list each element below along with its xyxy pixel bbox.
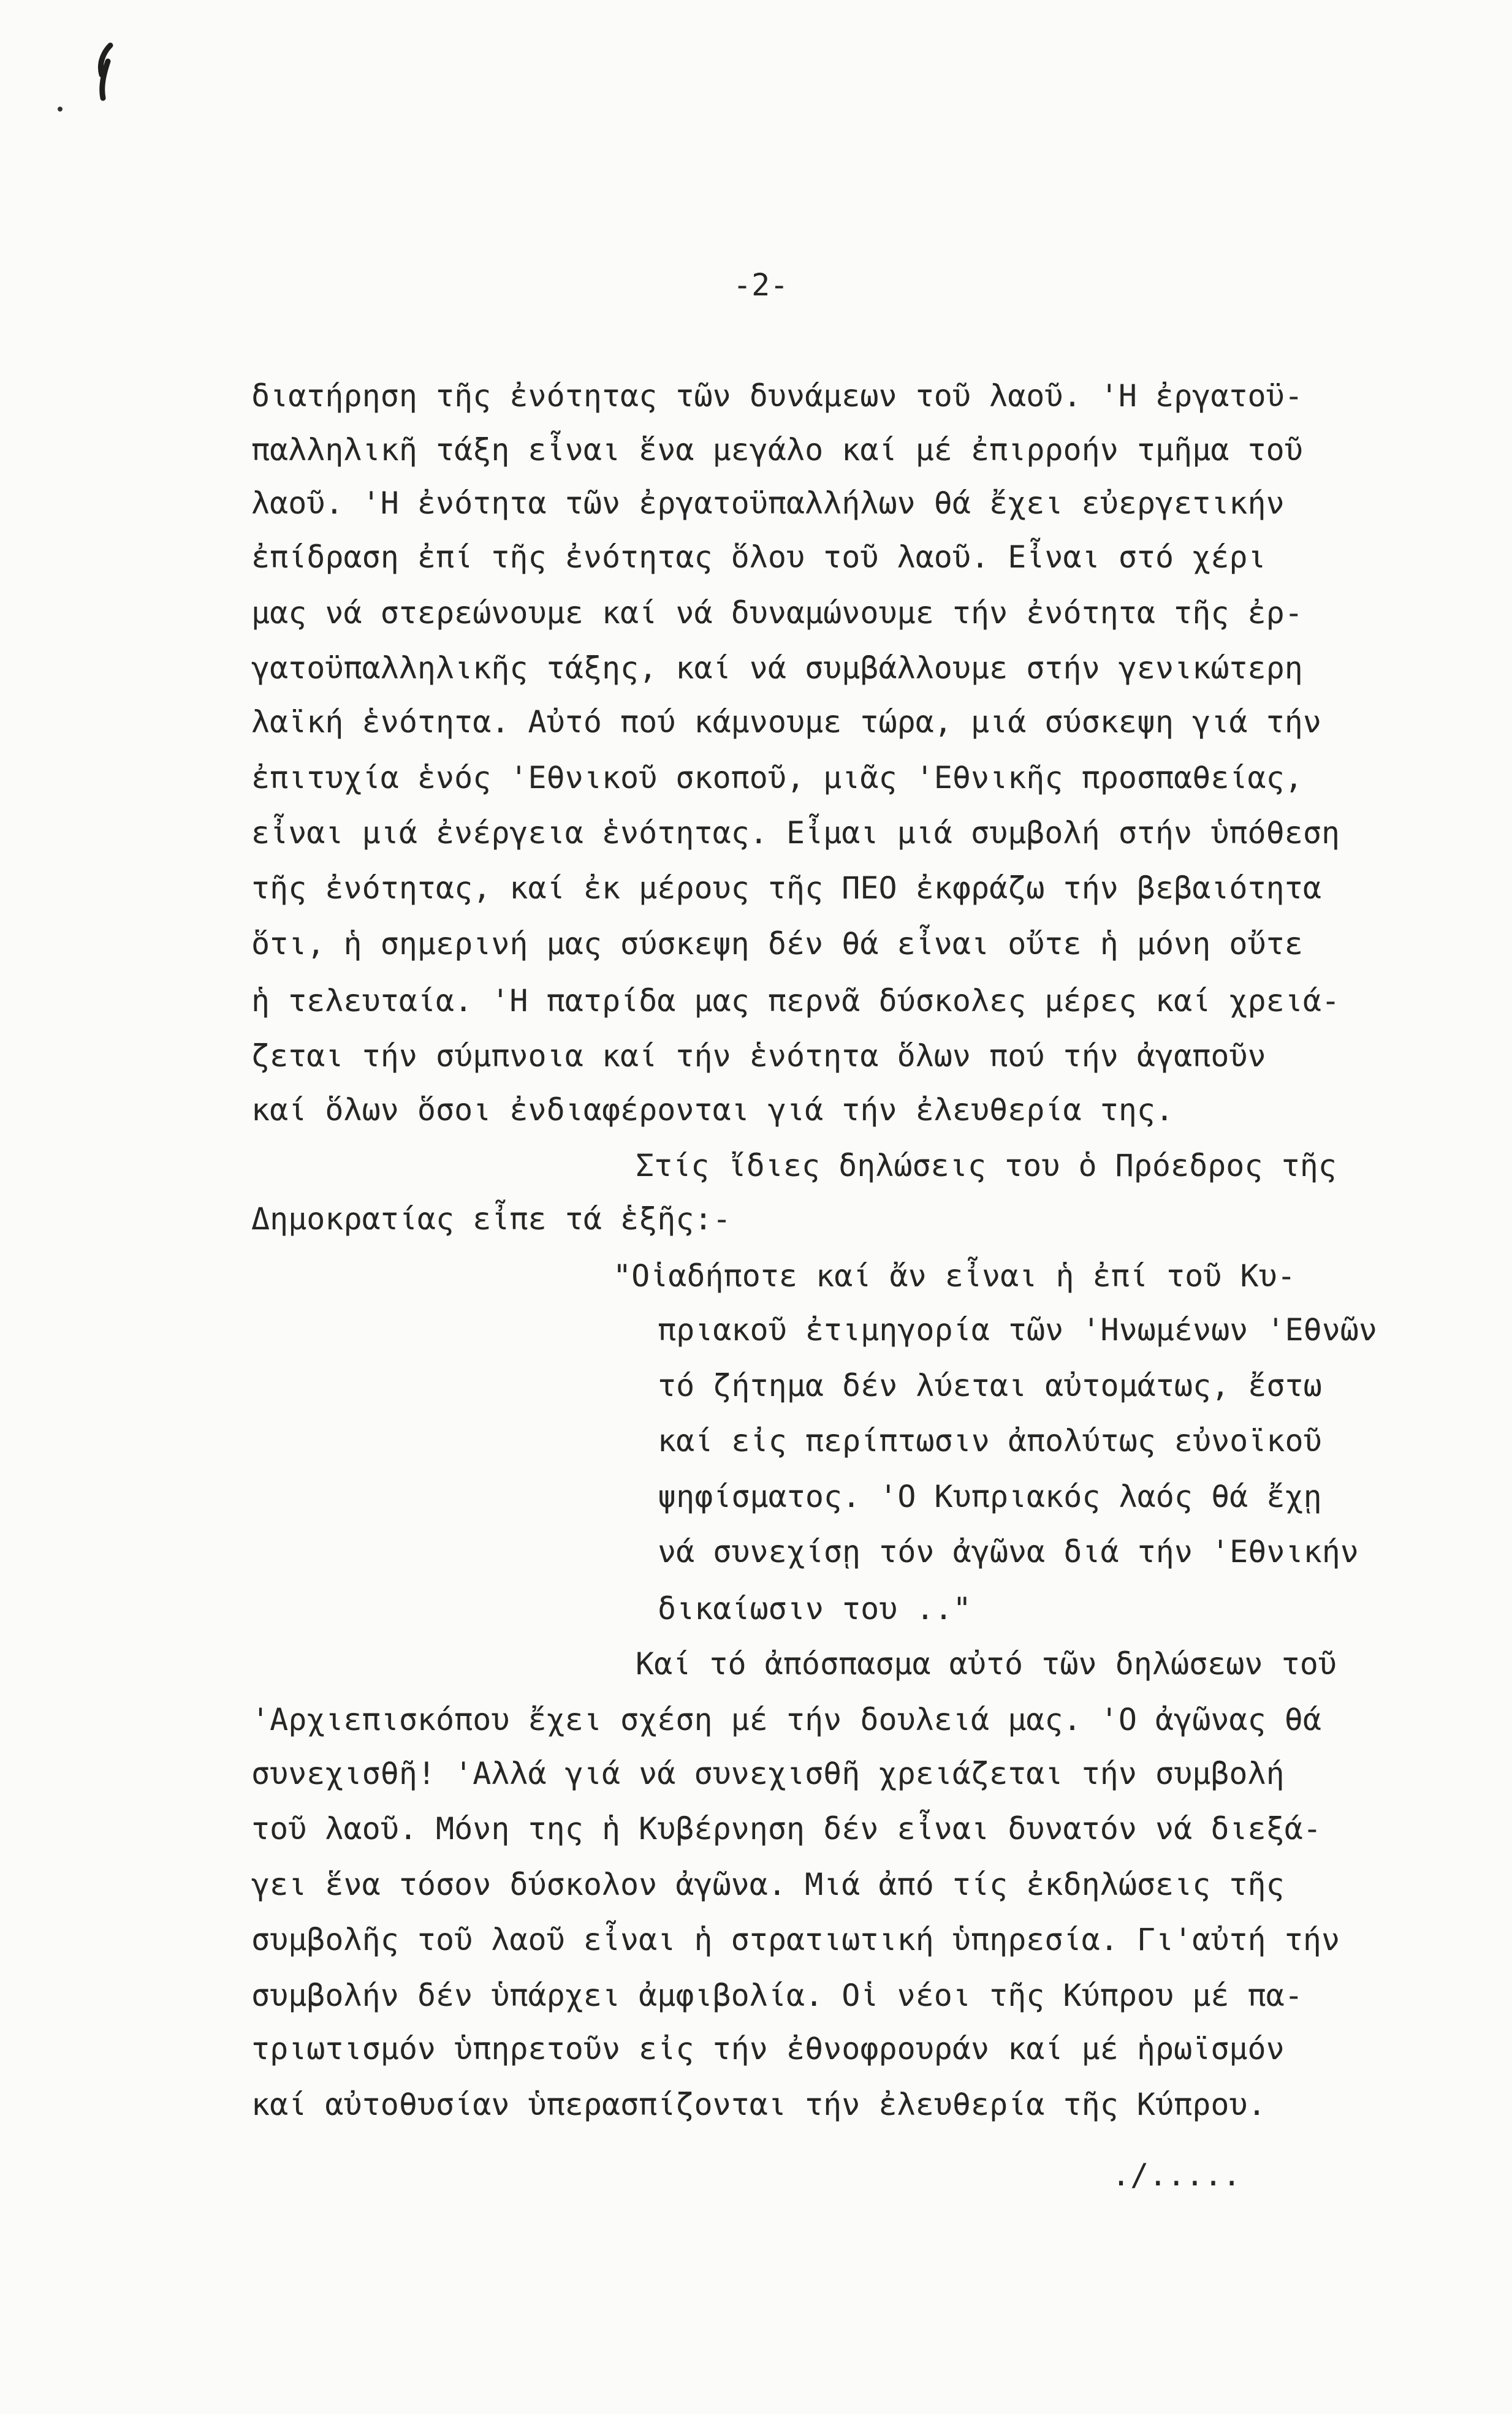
text-line: ἐπιτυχία ἑνός 'Εθνικοῦ σκοποῦ, μιᾶς 'Εθνικῆς προσπαθείας, <box>251 760 1303 795</box>
text-line: παλληλικῆ τάξη εἶναι ἕνα μεγάλο καί μέ ἐπιρροήν τμῆμα τοῦ <box>251 432 1303 468</box>
text-line: γει ἕνα τόσον δύσκολον ἀγῶνα. Μιά ἀπό τίς ἐκδηλώσεις τῆς <box>251 1867 1285 1902</box>
text-line: γατοϋπαλληλικῆς τάξης, καί νά συμβάλλουμε στήν γενικώτερη <box>251 650 1303 686</box>
text-line: Δημοκρατίας εἶπε τά ἑξῆς:- <box>251 1201 731 1237</box>
text-line: Στίς ἴδιες δηλώσεις του ὁ Πρόεδρος τῆς <box>636 1148 1337 1183</box>
text-line: μας νά στερεώνουμε καί νά δυναμώνουμε τήν ἐνότητα τῆς ἐρ- <box>251 595 1303 631</box>
text-line: ζεται τήν σύμπνοια καί τήν ἑνότητα ὅλων πού τήν ἀγαποῦν <box>251 1038 1266 1074</box>
text-line: συμβολῆς τοῦ λαοῦ εἶναι ἡ στρατιωτική ὑπηρεσία. Γι'αὐτή τήν <box>251 1922 1340 1957</box>
text-line: τοῦ λαοῦ. Μόνη της ἡ Κυβέρνηση δέν εἶναι δυνατόν νά διεξά- <box>251 1811 1321 1847</box>
page-number: -2- <box>733 267 789 303</box>
quote-line: ψηφίσματος. 'Ο Κυπριακός λαός θά ἔχῃ <box>658 1479 1322 1514</box>
text-line: ὅτι, ἡ σημερινή μας σύσκεψη δέν θά εἶναι οὔτε ἡ μόνη οὔτε <box>251 926 1303 962</box>
quote-line: νά συνεχίσῃ τόν ἀγῶνα διά τήν 'Εθνικήν <box>658 1534 1359 1569</box>
text-line: τῆς ἐνότητας, καί ἐκ μέρους τῆς ΠΕΟ ἐκφράζω τήν βεβαιότητα <box>251 870 1321 906</box>
text-line: 'Αρχιεπισκόπου ἔχει σχέση μέ τήν δουλειά μας. 'Ο ἀγῶνας θά <box>251 1702 1321 1737</box>
quote-line: τό ζήτημα δέν λύεται αὐτομάτως, ἔστω <box>658 1368 1322 1403</box>
text-line: Καί τό ἀπόσπασμα αὐτό τῶν δηλώσεων τοῦ <box>636 1646 1337 1682</box>
handwritten-ink-mark <box>49 37 135 123</box>
text-line: ἐπίδραση ἐπί τῆς ἐνότητας ὅλου τοῦ λαοῦ. Εἶναι στό χέρι <box>251 539 1266 575</box>
quote-line: πριακοῦ ἐτιμηγορία τῶν 'Ηνωμένων 'Εθνῶν <box>658 1312 1377 1348</box>
text-line: λαϊκή ἑνότητα. Αὐτό πού κάμνουμε τώρα, μιά σύσκεψη γιά τήν <box>251 704 1321 740</box>
text-line: συμβολήν δέν ὑπάρχει ἀμφιβολία. Οἱ νέοι τῆς Κύπρου μέ πα- <box>251 1978 1303 2013</box>
text-line: καί ὅλων ὅσοι ἐνδιαφέρονται γιά τήν ἐλευθερία της. <box>251 1092 1174 1128</box>
text-line: λαοῦ. 'Η ἐνότητα τῶν ἐργατοϋπαλλήλων θά ἔχει εὐεργετικήν <box>251 485 1285 521</box>
continuation-marker: ./..... <box>1112 2157 1241 2193</box>
text-line: διατήρηση τῆς ἐνότητας τῶν δυνάμεων τοῦ λαοῦ. 'Η ἐργατοϋ- <box>251 378 1303 414</box>
text-line: ἡ τελευταία. 'Η πατρίδα μας περνᾶ δύσκολες μέρες καί χρειά- <box>251 983 1340 1019</box>
text-line: συνεχισθῆ! 'Αλλά γιά νά συνεχισθῆ χρειάζεται τήν συμβολή <box>251 1756 1285 1791</box>
quote-line: καί εἰς περίπτωσιν ἀπολύτως εὐνοϊκοῦ <box>658 1423 1322 1459</box>
quote-line: "Οἱαδήποτε καί ἄν εἶναι ἡ ἐπί τοῦ Κυ- <box>613 1258 1296 1294</box>
text-line: τριωτισμόν ὑπηρετοῦν εἰς τήν ἐθνοφρουράν καί μέ ἡρωϊσμόν <box>251 2031 1285 2067</box>
quote-line: δικαίωσιν του .." <box>658 1591 971 1626</box>
text-line: εἶναι μιά ἐνέργεια ἑνότητας. Εἶμαι μιά συμβολή στήν ὑπόθεση <box>251 815 1340 851</box>
text-line: καί αὐτοθυσίαν ὑπερασπίζονται τήν ἐλευθερία τῆς Κύπρου. <box>251 2087 1266 2122</box>
